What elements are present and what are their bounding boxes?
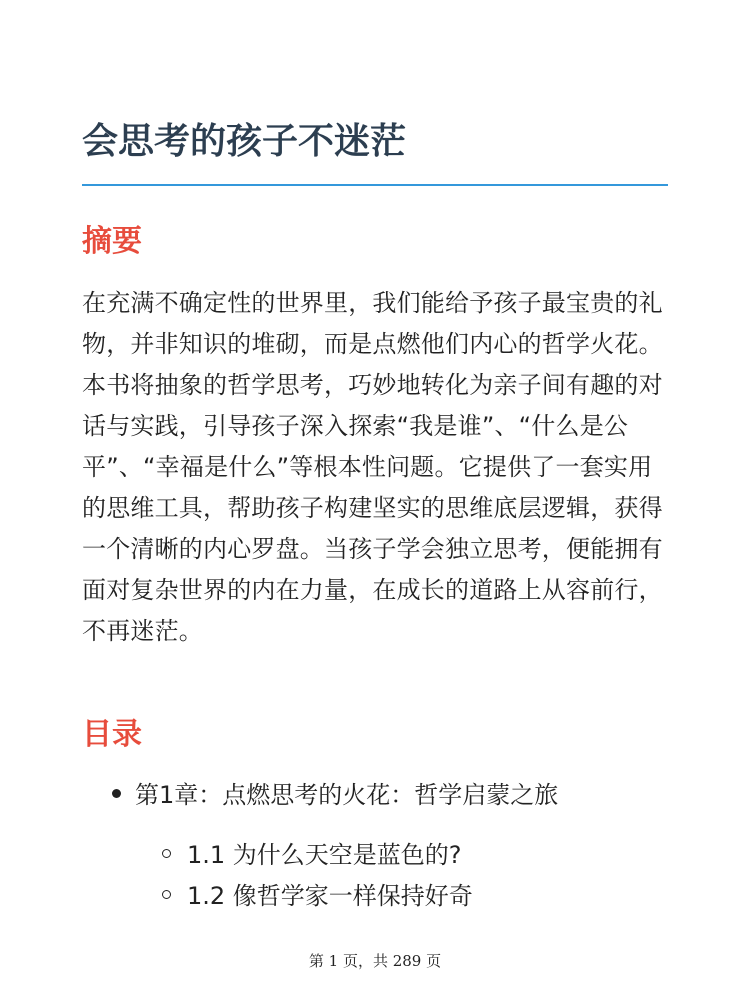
toc-chapter-label: 第1章：点燃思考的火花：哲学启蒙之旅 (135, 781, 559, 809)
toc-section-label: 1.2 像哲学家一样保持好奇 (187, 882, 473, 910)
page-footer: 第 1 页，共 289 页 (308, 952, 442, 970)
toc-chapter-1[interactable] (112, 775, 558, 815)
toc-heading: 目录 (82, 717, 142, 752)
title-divider (82, 184, 668, 186)
toc-section-1-1[interactable] (162, 835, 462, 875)
toc-section-label: 1.1 为什么天空是蓝色的? (187, 841, 462, 869)
abstract-body: 在充满不确定性的世界里，我们能给予孩子最宝贵的礼物，并非知识的堆砌，而是点燃他们内心的哲学火花。本书将抽象的哲学思考，巧妙地转化为亲子间有趣的对话与实践，引导孩子深入探索“我是谁”、“什么是公平”、“幸福是什么”等根本性问题。它提供了一套实用的思维工具，帮助孩子构建坚实的思维底层逻辑，获得一个清晰的内心罗盘。当孩子学会独立思考，便能拥有面对复杂世界的内在力量，在成长的道路上从容前行，不再迷茫。 (82, 289, 663, 645)
bullet-disc-icon (112, 789, 121, 798)
document-title: 会思考的孩子不迷茫 (82, 121, 407, 162)
toc-section-1-2[interactable] (162, 876, 473, 916)
bullet-circle-icon (162, 890, 171, 899)
bullet-circle-icon (162, 849, 171, 858)
abstract-heading: 摘要 (82, 224, 142, 259)
